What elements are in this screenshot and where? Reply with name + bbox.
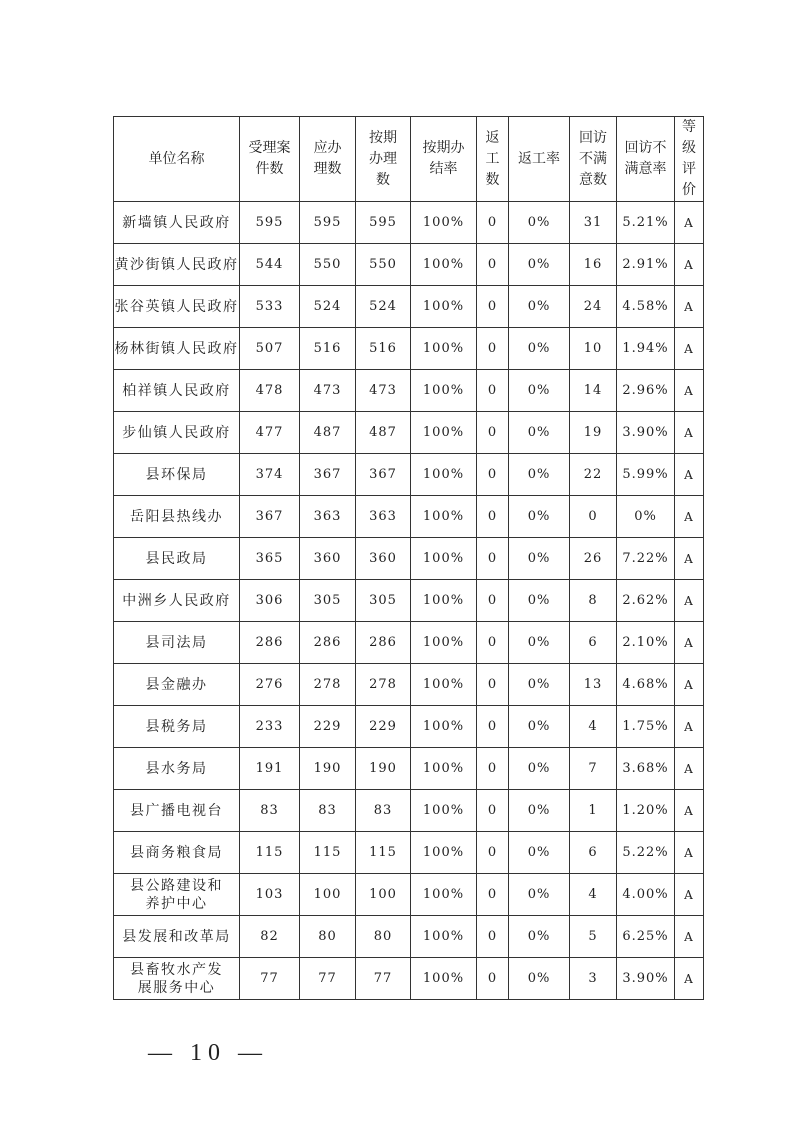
cell-dissatisfied-rate: 0% bbox=[617, 496, 675, 538]
page-number: — 10 — bbox=[148, 1040, 268, 1066]
cell-rework-count: 0 bbox=[477, 538, 509, 580]
cell-unit-name: 新墙镇人民政府 bbox=[114, 202, 240, 244]
cell-on-time-cases: 305 bbox=[356, 580, 411, 622]
cell-grade: A bbox=[675, 832, 704, 874]
cell-due-cases: 524 bbox=[300, 286, 356, 328]
cell-due-cases: 305 bbox=[300, 580, 356, 622]
cell-on-time-cases: 524 bbox=[356, 286, 411, 328]
cell-rework-count: 0 bbox=[477, 454, 509, 496]
cell-accepted-cases: 544 bbox=[240, 244, 300, 286]
cell-grade: A bbox=[675, 622, 704, 664]
cell-grade: A bbox=[675, 286, 704, 328]
cell-rework-rate: 0% bbox=[509, 706, 570, 748]
cell-on-time-cases: 367 bbox=[356, 454, 411, 496]
cell-on-time-rate: 100% bbox=[411, 496, 477, 538]
cell-dissatisfied-rate: 2.62% bbox=[617, 580, 675, 622]
cell-dissatisfied-rate: 4.00% bbox=[617, 874, 675, 916]
cell-rework-rate: 0% bbox=[509, 832, 570, 874]
cell-rework-count: 0 bbox=[477, 202, 509, 244]
cell-due-cases: 77 bbox=[300, 958, 356, 1000]
cell-rework-rate: 0% bbox=[509, 202, 570, 244]
cell-dissatisfied-rate: 1.94% bbox=[617, 328, 675, 370]
cell-accepted-cases: 507 bbox=[240, 328, 300, 370]
cell-grade: A bbox=[675, 874, 704, 916]
cell-rework-rate: 0% bbox=[509, 748, 570, 790]
cell-unit-name: 杨林街镇人民政府 bbox=[114, 328, 240, 370]
cell-on-time-cases: 278 bbox=[356, 664, 411, 706]
cell-rework-rate: 0% bbox=[509, 790, 570, 832]
cell-rework-rate: 0% bbox=[509, 454, 570, 496]
table-row bbox=[114, 412, 704, 454]
cell-rework-count: 0 bbox=[477, 580, 509, 622]
cell-unit-name: 县水务局 bbox=[114, 748, 240, 790]
cell-on-time-rate: 100% bbox=[411, 202, 477, 244]
table-row bbox=[114, 622, 704, 664]
cell-on-time-cases: 487 bbox=[356, 412, 411, 454]
cell-on-time-rate: 100% bbox=[411, 916, 477, 958]
cell-rework-rate: 0% bbox=[509, 496, 570, 538]
cell-on-time-cases: 77 bbox=[356, 958, 411, 1000]
cell-rework-count: 0 bbox=[477, 706, 509, 748]
cell-on-time-rate: 100% bbox=[411, 706, 477, 748]
cell-unit-name: 县发展和改革局 bbox=[114, 916, 240, 958]
cell-dissatisfied-rate: 2.91% bbox=[617, 244, 675, 286]
cell-due-cases: 487 bbox=[300, 412, 356, 454]
cell-accepted-cases: 276 bbox=[240, 664, 300, 706]
cell-unit-name: 县环保局 bbox=[114, 454, 240, 496]
cell-dissatisfied-rate: 2.96% bbox=[617, 370, 675, 412]
cell-on-time-rate: 100% bbox=[411, 286, 477, 328]
cell-grade: A bbox=[675, 706, 704, 748]
cell-accepted-cases: 374 bbox=[240, 454, 300, 496]
cell-dissatisfied-rate: 2.10% bbox=[617, 622, 675, 664]
cell-due-cases: 115 bbox=[300, 832, 356, 874]
cell-grade: A bbox=[675, 328, 704, 370]
cell-rework-rate: 0% bbox=[509, 664, 570, 706]
cell-dissatisfied-rate: 4.58% bbox=[617, 286, 675, 328]
header-text: 回访不满意数 bbox=[579, 129, 607, 188]
cell-due-cases: 367 bbox=[300, 454, 356, 496]
cell-accepted-cases: 233 bbox=[240, 706, 300, 748]
cell-dissatisfied-rate: 5.99% bbox=[617, 454, 675, 496]
cell-accepted-cases: 533 bbox=[240, 286, 300, 328]
cell-dissatisfied-count: 22 bbox=[570, 454, 617, 496]
cell-grade: A bbox=[675, 580, 704, 622]
table-row bbox=[114, 916, 704, 958]
cell-on-time-cases: 516 bbox=[356, 328, 411, 370]
cell-dissatisfied-rate: 3.68% bbox=[617, 748, 675, 790]
table-row bbox=[114, 454, 704, 496]
cell-rework-rate: 0% bbox=[509, 958, 570, 1000]
cell-unit-name: 县民政局 bbox=[114, 538, 240, 580]
cell-on-time-rate: 100% bbox=[411, 832, 477, 874]
cell-unit-name: 县商务粮食局 bbox=[114, 832, 240, 874]
cell-on-time-cases: 550 bbox=[356, 244, 411, 286]
cell-unit-name: 县公路建设和养护中心 bbox=[114, 874, 240, 916]
cell-grade: A bbox=[675, 748, 704, 790]
cell-on-time-rate: 100% bbox=[411, 370, 477, 412]
cell-dissatisfied-rate: 6.25% bbox=[617, 916, 675, 958]
cell-rework-rate: 0% bbox=[509, 244, 570, 286]
cell-grade: A bbox=[675, 958, 704, 1000]
cell-rework-rate: 0% bbox=[509, 328, 570, 370]
table-row bbox=[114, 832, 704, 874]
cell-grade: A bbox=[675, 496, 704, 538]
cell-dissatisfied-rate: 5.21% bbox=[617, 202, 675, 244]
table-row bbox=[114, 748, 704, 790]
cell-rework-rate: 0% bbox=[509, 412, 570, 454]
cell-on-time-rate: 100% bbox=[411, 748, 477, 790]
cell-rework-rate: 0% bbox=[509, 622, 570, 664]
cell-on-time-cases: 80 bbox=[356, 916, 411, 958]
cell-on-time-rate: 100% bbox=[411, 412, 477, 454]
cell-due-cases: 100 bbox=[300, 874, 356, 916]
cell-dissatisfied-count: 14 bbox=[570, 370, 617, 412]
cell-accepted-cases: 365 bbox=[240, 538, 300, 580]
cell-on-time-cases: 190 bbox=[356, 748, 411, 790]
cell-dissatisfied-count: 31 bbox=[570, 202, 617, 244]
cell-unit-name: 县税务局 bbox=[114, 706, 240, 748]
table-body bbox=[114, 202, 704, 1000]
cell-rework-count: 0 bbox=[477, 874, 509, 916]
cell-dissatisfied-count: 19 bbox=[570, 412, 617, 454]
cell-grade: A bbox=[675, 412, 704, 454]
cell-accepted-cases: 595 bbox=[240, 202, 300, 244]
cell-on-time-rate: 100% bbox=[411, 958, 477, 1000]
cell-dissatisfied-rate: 3.90% bbox=[617, 958, 675, 1000]
header-text: 按期办结率 bbox=[422, 140, 465, 177]
cell-rework-count: 0 bbox=[477, 496, 509, 538]
cell-dissatisfied-rate: 3.90% bbox=[617, 412, 675, 454]
cell-on-time-rate: 100% bbox=[411, 244, 477, 286]
table-row bbox=[114, 286, 704, 328]
cell-due-cases: 516 bbox=[300, 328, 356, 370]
cell-grade: A bbox=[675, 664, 704, 706]
cell-grade: A bbox=[675, 244, 704, 286]
cell-rework-rate: 0% bbox=[509, 370, 570, 412]
table-row bbox=[114, 874, 704, 916]
cell-dissatisfied-count: 10 bbox=[570, 328, 617, 370]
cell-unit-name: 岳阳县热线办 bbox=[114, 496, 240, 538]
cell-rework-rate: 0% bbox=[509, 874, 570, 916]
cell-unit-name: 县畜牧水产发展服务中心 bbox=[114, 958, 240, 1000]
cell-dissatisfied-rate: 4.68% bbox=[617, 664, 675, 706]
cell-accepted-cases: 286 bbox=[240, 622, 300, 664]
cell-dissatisfied-count: 26 bbox=[570, 538, 617, 580]
cell-dissatisfied-count: 4 bbox=[570, 706, 617, 748]
cell-rework-count: 0 bbox=[477, 958, 509, 1000]
cell-unit-name: 中洲乡人民政府 bbox=[114, 580, 240, 622]
table-row bbox=[114, 244, 704, 286]
header-accepted-cases bbox=[240, 117, 300, 202]
cell-dissatisfied-rate: 5.22% bbox=[617, 832, 675, 874]
cell-accepted-cases: 306 bbox=[240, 580, 300, 622]
cell-grade: A bbox=[675, 454, 704, 496]
cell-on-time-rate: 100% bbox=[411, 874, 477, 916]
cell-grade: A bbox=[675, 202, 704, 244]
cell-accepted-cases: 477 bbox=[240, 412, 300, 454]
header-unit-name bbox=[114, 117, 240, 202]
cell-unit-name: 县司法局 bbox=[114, 622, 240, 664]
cell-accepted-cases: 191 bbox=[240, 748, 300, 790]
header-text: 返工数 bbox=[485, 129, 500, 188]
cell-dissatisfied-count: 3 bbox=[570, 958, 617, 1000]
cell-grade: A bbox=[675, 790, 704, 832]
cell-due-cases: 286 bbox=[300, 622, 356, 664]
cell-dissatisfied-count: 0 bbox=[570, 496, 617, 538]
table-row bbox=[114, 370, 704, 412]
cell-unit-name: 县广播电视台 bbox=[114, 790, 240, 832]
cell-dissatisfied-count: 16 bbox=[570, 244, 617, 286]
header-text: 返工率 bbox=[518, 150, 560, 167]
cell-due-cases: 473 bbox=[300, 370, 356, 412]
cell-grade: A bbox=[675, 370, 704, 412]
cell-rework-count: 0 bbox=[477, 328, 509, 370]
cell-rework-count: 0 bbox=[477, 916, 509, 958]
cell-due-cases: 80 bbox=[300, 916, 356, 958]
table-header-row bbox=[114, 117, 704, 202]
cell-grade: A bbox=[675, 916, 704, 958]
table-row bbox=[114, 580, 704, 622]
table-row bbox=[114, 496, 704, 538]
cell-rework-rate: 0% bbox=[509, 916, 570, 958]
cell-unit-name: 张谷英镇人民政府 bbox=[114, 286, 240, 328]
header-rework-rate bbox=[509, 117, 570, 202]
cell-due-cases: 363 bbox=[300, 496, 356, 538]
header-text: 应办理数 bbox=[313, 140, 342, 177]
cell-on-time-cases: 473 bbox=[356, 370, 411, 412]
cell-due-cases: 190 bbox=[300, 748, 356, 790]
cell-rework-count: 0 bbox=[477, 412, 509, 454]
header-text: 单位名称 bbox=[148, 150, 205, 167]
cell-accepted-cases: 115 bbox=[240, 832, 300, 874]
table-row bbox=[114, 328, 704, 370]
cell-dissatisfied-count: 5 bbox=[570, 916, 617, 958]
cell-grade: A bbox=[675, 538, 704, 580]
cell-on-time-rate: 100% bbox=[411, 790, 477, 832]
cell-rework-count: 0 bbox=[477, 286, 509, 328]
cell-dissatisfied-count: 24 bbox=[570, 286, 617, 328]
header-on-time-cases bbox=[356, 117, 411, 202]
cell-dissatisfied-count: 7 bbox=[570, 748, 617, 790]
cell-rework-count: 0 bbox=[477, 622, 509, 664]
cell-due-cases: 278 bbox=[300, 664, 356, 706]
cell-dissatisfied-rate: 1.20% bbox=[617, 790, 675, 832]
header-text: 等级评价 bbox=[682, 119, 696, 198]
cell-dissatisfied-rate: 7.22% bbox=[617, 538, 675, 580]
cell-dissatisfied-count: 13 bbox=[570, 664, 617, 706]
table-row bbox=[114, 790, 704, 832]
cell-rework-rate: 0% bbox=[509, 538, 570, 580]
cell-rework-count: 0 bbox=[477, 370, 509, 412]
cell-dissatisfied-count: 4 bbox=[570, 874, 617, 916]
cell-dissatisfied-rate: 1.75% bbox=[617, 706, 675, 748]
cell-dissatisfied-count: 8 bbox=[570, 580, 617, 622]
table-row bbox=[114, 706, 704, 748]
cell-on-time-cases: 115 bbox=[356, 832, 411, 874]
cell-due-cases: 83 bbox=[300, 790, 356, 832]
cell-accepted-cases: 77 bbox=[240, 958, 300, 1000]
cell-unit-name: 步仙镇人民政府 bbox=[114, 412, 240, 454]
cell-accepted-cases: 82 bbox=[240, 916, 300, 958]
cell-dissatisfied-count: 6 bbox=[570, 832, 617, 874]
cell-rework-count: 0 bbox=[477, 832, 509, 874]
cell-on-time-cases: 360 bbox=[356, 538, 411, 580]
cell-due-cases: 229 bbox=[300, 706, 356, 748]
cell-on-time-rate: 100% bbox=[411, 664, 477, 706]
cell-on-time-rate: 100% bbox=[411, 538, 477, 580]
header-dissatisfied-rate bbox=[617, 117, 675, 202]
cell-unit-name: 县金融办 bbox=[114, 664, 240, 706]
cell-on-time-cases: 286 bbox=[356, 622, 411, 664]
table-row bbox=[114, 958, 704, 1000]
cell-unit-name: 黄沙街镇人民政府 bbox=[114, 244, 240, 286]
table-row bbox=[114, 664, 704, 706]
cell-on-time-rate: 100% bbox=[411, 622, 477, 664]
header-due-cases bbox=[300, 117, 356, 202]
cell-accepted-cases: 367 bbox=[240, 496, 300, 538]
cell-on-time-cases: 100 bbox=[356, 874, 411, 916]
cell-due-cases: 595 bbox=[300, 202, 356, 244]
cell-on-time-rate: 100% bbox=[411, 328, 477, 370]
header-on-time-rate bbox=[411, 117, 477, 202]
header-text: 按期办理数 bbox=[369, 129, 397, 188]
header-text: 受理案件数 bbox=[248, 140, 291, 177]
cell-accepted-cases: 478 bbox=[240, 370, 300, 412]
cell-rework-rate: 0% bbox=[509, 580, 570, 622]
cell-dissatisfied-count: 6 bbox=[570, 622, 617, 664]
cell-rework-count: 0 bbox=[477, 244, 509, 286]
cell-rework-count: 0 bbox=[477, 790, 509, 832]
header-text: 回访不满意率 bbox=[624, 140, 667, 177]
cell-due-cases: 550 bbox=[300, 244, 356, 286]
header-grade bbox=[675, 117, 704, 202]
cell-on-time-cases: 229 bbox=[356, 706, 411, 748]
cell-on-time-cases: 83 bbox=[356, 790, 411, 832]
cell-on-time-rate: 100% bbox=[411, 454, 477, 496]
cell-on-time-cases: 363 bbox=[356, 496, 411, 538]
header-rework-count bbox=[477, 117, 509, 202]
cell-accepted-cases: 103 bbox=[240, 874, 300, 916]
cell-rework-rate: 0% bbox=[509, 286, 570, 328]
cell-on-time-cases: 595 bbox=[356, 202, 411, 244]
cell-unit-name: 柏祥镇人民政府 bbox=[114, 370, 240, 412]
cell-rework-count: 0 bbox=[477, 664, 509, 706]
cell-dissatisfied-count: 1 bbox=[570, 790, 617, 832]
cell-accepted-cases: 83 bbox=[240, 790, 300, 832]
table-row bbox=[114, 202, 704, 244]
header-dissatisfied-count bbox=[570, 117, 617, 202]
evaluation-table bbox=[113, 116, 704, 1000]
table-row bbox=[114, 538, 704, 580]
cell-rework-count: 0 bbox=[477, 748, 509, 790]
cell-due-cases: 360 bbox=[300, 538, 356, 580]
cell-on-time-rate: 100% bbox=[411, 580, 477, 622]
